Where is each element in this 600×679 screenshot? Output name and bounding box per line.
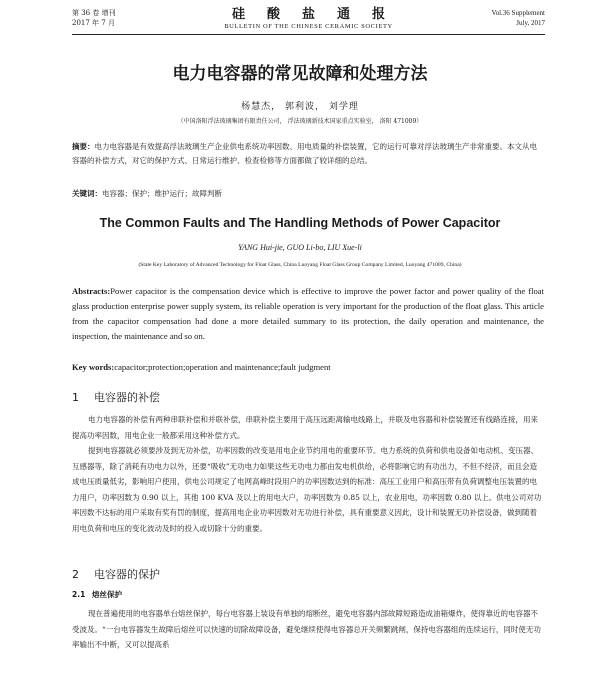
keywords-en [72,362,544,372]
article-title-en: The Common Faults and The Handling Methods of Power Capacitor [99,216,501,230]
issue-cn: 第 36 卷 增刊 [72,9,116,17]
abstract-en [72,284,544,344]
abstract-en-label: Abstracts: [72,286,111,296]
section-1-paragraph-2: 提到电容器就必须要涉及到无功补偿，功率因数的改变是用电企业节约用电的重要环节。电力系统的负荷和供电设备如电动机、变压器、互感器等，除了消耗有功电力以外，还要“吸收”无功电力如果这些无功电力都由发电机供给，必将影响它的有功出力，不但不经济，而且会造成电压质量低劣，影响用户使用，供电公司规定了电网高峰时段用户的功率因数达到的标准：高压工业用户和高压带有负荷调整电压装置的电力用户，功率因数为 0.90 以上，其他 100 KVA 及以上的用电大户，功率因数为 0.85 以上，农业用电，功率因数 0.80 以上。供电公司对功率因数不达标的用户采取有奖有罚的制度，提高用电企业功率因数对无功进行补偿，具有重要意义因此，设计和装置无功补偿设备，做到随着用电负荷和电压的变化波动及时的投入或切除十分的重要。 [72,446,542,533]
date-en: July, 2017 [516,19,545,27]
journal-name [72,8,545,31]
section-2-title: 电容器的保护 [94,568,160,581]
abstract-en-text: Power capacitor is the compensation device which is effective to improve the power factor and power quality of the float glass production enterprise power supply system, its reliable operation is very important for the production of the float glass. This article from the capacitor compensation had done a more detailed summary to its protection, the daily operation and maintenance, the inspection, the maintenance and so on. [72,286,544,341]
journal-title-cn: 硅酸盐通报 [231,7,407,22]
affiliation-cn: （中国洛阳浮法玻璃集团有限责任公司， 浮法玻璃新技术国家重点实验室， 洛阳 471009） [177,118,423,125]
issue-info-en [491,8,545,28]
keywords-en-text: capacitor;protection;operation and maintenance;fault judgment [114,362,331,372]
subsection-2-1-heading [72,589,122,600]
subsection-2-1-number: 2.1 [72,590,86,599]
article-title-cn: 电力电容器的常见故障和处理方法 [172,64,428,84]
authors-cn: 杨慧杰， 郭利波， 刘学理 [241,102,359,112]
date-cn: 2017 年 7 月 [72,19,115,27]
abstract-cn [72,140,544,168]
abstract-cn-text: 电力电容器是有效提高浮法玻璃生产企业供电系统功率因数、用电质量的补偿装置，它的运行可靠对浮法玻璃生产非常重要。本文从电容器的补偿方式，对它的保护方式、日常运行维护、检查检修等方面都做了较详细的总结。 [72,142,537,165]
keywords-en-label: Key words: [72,362,115,372]
section-2-heading [72,566,160,582]
section-2-number: 2 [72,568,79,581]
affiliation-en: (State Key Laboratory of Advanced Technology for Float Glass, China Luoyang Float Glass Group Company Limited, Luoyang 471009, China) [138,262,462,268]
abstract-cn-label: 摘要： [72,142,95,151]
authors-en: YANG Hui-jie, GUO Li-bo, LIU Xue-li [238,243,362,252]
subsection-2-1-title: 熔丝保护 [92,590,122,599]
section-1-number: 1 [72,391,79,404]
keywords-cn-text: 电容器；保护；维护运行；故障判断 [102,189,222,198]
journal-title-en: BULLETIN OF THE CHINESE CERAMIC SOCIETY [224,23,393,30]
section-1-title: 电容器的补偿 [94,391,160,404]
journal-header [72,8,545,35]
subsection-2-1-paragraph: 现在普遍使用的电容器单台熔丝保护，每台电容器上装设有单独的熔断丝，避免电容器内部故障短路造成油箱爆炸，使得靠近的电容器不受波及。“一台电容器发生故障后熔丝可以快速的切除故障设备，避免继续使得电容器总开关频繁跳闸，保持电容器组的连续运行，同时使无功率输出不中断，又可以提高系 [72,609,541,649]
volume-en: Vol.36 Supplement [491,9,545,17]
keywords-cn-label: 关键词： [72,189,102,198]
section-1-paragraph-1: 电力电容器的补偿有两种串联补偿和并联补偿，串联补偿主要用于高压远距离输电线路上，并联及电容器和补偿装置还有线路连接，用来提高功率因数，用电企业一般都采用这种补偿方式。 [72,415,538,440]
section-1-heading [72,389,160,405]
keywords-cn [72,188,544,200]
